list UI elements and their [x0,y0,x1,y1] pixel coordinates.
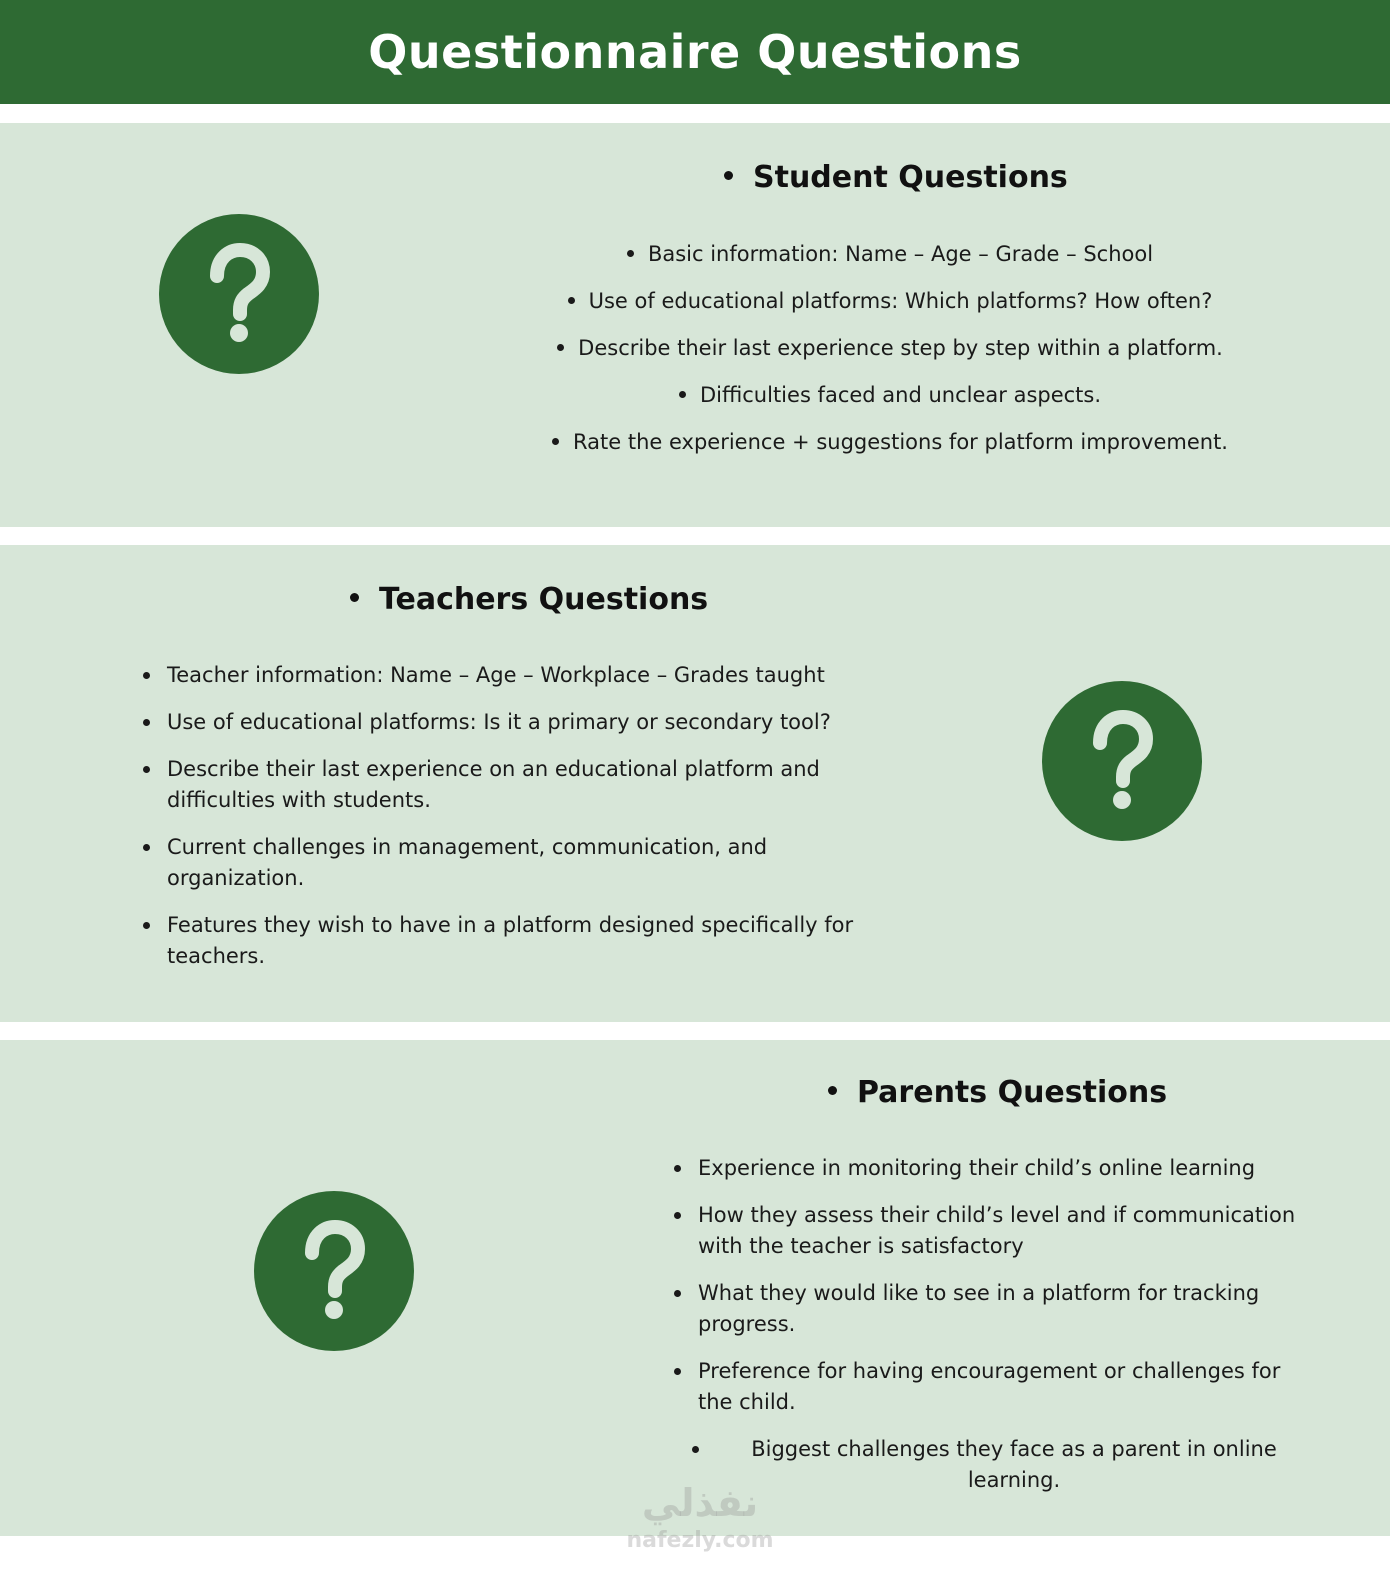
list-item: Describe their last experience step by step within a platform. [500,333,1280,364]
bullet-icon [828,1086,837,1095]
list-item: How they assess their child’s level and if communication with the teacher is satisfactory [674,1200,1314,1262]
section-title-students: Student Questions [724,160,1068,196]
teacher-questions-panel [0,545,1390,1022]
student-questions-panel [0,123,1390,527]
list-item: Basic information: Name – Age – Grade – School [500,239,1280,270]
list-item: What they would like to see in a platform for tracking progress. [674,1278,1314,1340]
list-item: Current challenges in management, communication, and organization. [143,832,903,894]
question-mark-icon [1042,681,1202,841]
list-item: Biggest challenges they face as a parent in online learning. [674,1434,1314,1496]
list-item: Rate the experience + suggestions for platform improvement. [500,427,1280,458]
question-mark-icon [254,1191,414,1351]
teacher-questions-list [143,660,903,988]
student-questions-list [500,239,1280,474]
bullet-icon [627,250,634,257]
list-item: Use of educational platforms: Is it a primary or secondary tool? [143,707,903,738]
section-title-teachers: Teachers Questions [350,582,708,618]
list-item: Preference for having encouragement or challenges for the child. [674,1356,1314,1418]
watermark-arabic: نفذلي [641,1481,759,1525]
parent-questions-list [674,1153,1314,1512]
header-banner [0,0,1390,104]
bullet-icon [552,438,559,445]
bullet-icon [557,344,564,351]
question-mark-icon [159,214,319,374]
list-item: Use of educational platforms: Which platforms? How often? [500,286,1280,317]
list-item: Features they wish to have in a platform designed specifically for teachers. [143,910,903,972]
list-item: Teacher information: Name – Age – Workplace – Grades taught [143,660,903,691]
list-item: Describe their last experience on an educational platform and difficulties with students. [143,754,903,816]
bullet-icon [350,593,359,602]
list-item: Difficulties faced and unclear aspects. [500,380,1280,411]
watermark-domain: nafezly.com [626,1528,774,1553]
parent-questions-panel [0,1040,1390,1536]
bullet-icon [724,171,733,180]
list-item: Experience in monitoring their child’s online learning [674,1153,1314,1184]
section-title-parents: Parents Questions [828,1075,1167,1111]
page-title: Questionnaire Questions [368,25,1022,79]
bullet-icon [679,391,686,398]
bullet-icon [568,297,575,304]
